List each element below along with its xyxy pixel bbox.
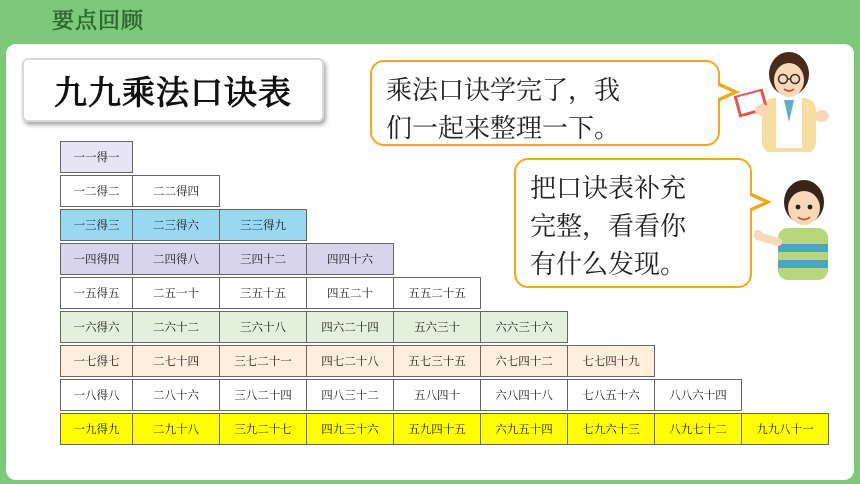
table-cell: 二五一十 [132, 277, 220, 309]
teacher-icon [734, 44, 846, 152]
table-cell: 四四十六 [306, 243, 394, 275]
table-cell: 五八四十 [393, 379, 481, 411]
table-cell: 二二得四 [132, 175, 220, 207]
table-cell: 一六得六 [60, 311, 133, 343]
table-cell: 一一得一 [60, 141, 133, 173]
title-box [22, 58, 324, 122]
table-cell: 七七四十九 [567, 345, 655, 377]
table-cell: 三八二十四 [219, 379, 307, 411]
speech-bubble-student [514, 158, 752, 288]
table-cell: 一二得二 [60, 175, 133, 207]
table-cell: 九九八十一 [741, 413, 829, 445]
speech-bubble-teacher [370, 60, 720, 146]
table-cell: 三九二十七 [219, 413, 307, 445]
bubble-line: 有什么发现。 [530, 250, 687, 280]
section-label: 要点回顾 [52, 9, 145, 34]
table-cell: 四九三十六 [306, 413, 394, 445]
table-cell: 六八四十八 [480, 379, 568, 411]
table-cell: 五九四十五 [393, 413, 481, 445]
table-cell: 七九六十三 [567, 413, 655, 445]
bubble-line: 们一起来整理一下。 [386, 114, 621, 144]
table-cell: 二八十六 [132, 379, 220, 411]
table-cell: 四六二十四 [306, 311, 394, 343]
table-cell: 一五得五 [60, 277, 133, 309]
table-cell: 六七四十二 [480, 345, 568, 377]
bubble-line: 乘法口诀学完了，我 [386, 76, 621, 106]
table-cell: 二六十二 [132, 311, 220, 343]
table-cell: 一三得三 [60, 209, 133, 241]
table-cell: 四八三十二 [306, 379, 394, 411]
table-cell: 二四得八 [132, 243, 220, 275]
table-cell: 三六十八 [219, 311, 307, 343]
table-cell: 二三得六 [132, 209, 220, 241]
table-cell: 二七十四 [132, 345, 220, 377]
bubble-line: 完整，看看你 [530, 212, 687, 242]
table-cell: 二九十八 [132, 413, 220, 445]
table-cell: 三三得九 [219, 209, 307, 241]
table-cell: 三五十五 [219, 277, 307, 309]
table-cell: 八九七十二 [654, 413, 742, 445]
bubble-tail-inner [716, 85, 732, 99]
table-cell: 五五二十五 [393, 277, 481, 309]
table-cell: 六六三十六 [480, 311, 568, 343]
table-cell: 一七得七 [60, 345, 133, 377]
bubble-line: 把口诀表补充 [530, 174, 687, 204]
table-cell: 四五二十 [306, 277, 394, 309]
page-title: 九九乘法口诀表 [54, 72, 292, 112]
student-icon [754, 170, 850, 280]
table-cell: 七八五十六 [567, 379, 655, 411]
table-cell: 三七二十一 [219, 345, 307, 377]
table-cell: 三四十二 [219, 243, 307, 275]
table-cell: 一四得四 [60, 243, 133, 275]
table-cell: 八八六十四 [654, 379, 742, 411]
table-cell: 五六三十 [393, 311, 481, 343]
table-cell: 一八得八 [60, 379, 133, 411]
table-cell: 六九五十四 [480, 413, 568, 445]
table-cell: 一九得九 [60, 413, 133, 445]
table-cell: 五七三十五 [393, 345, 481, 377]
table-cell: 四七二十八 [306, 345, 394, 377]
